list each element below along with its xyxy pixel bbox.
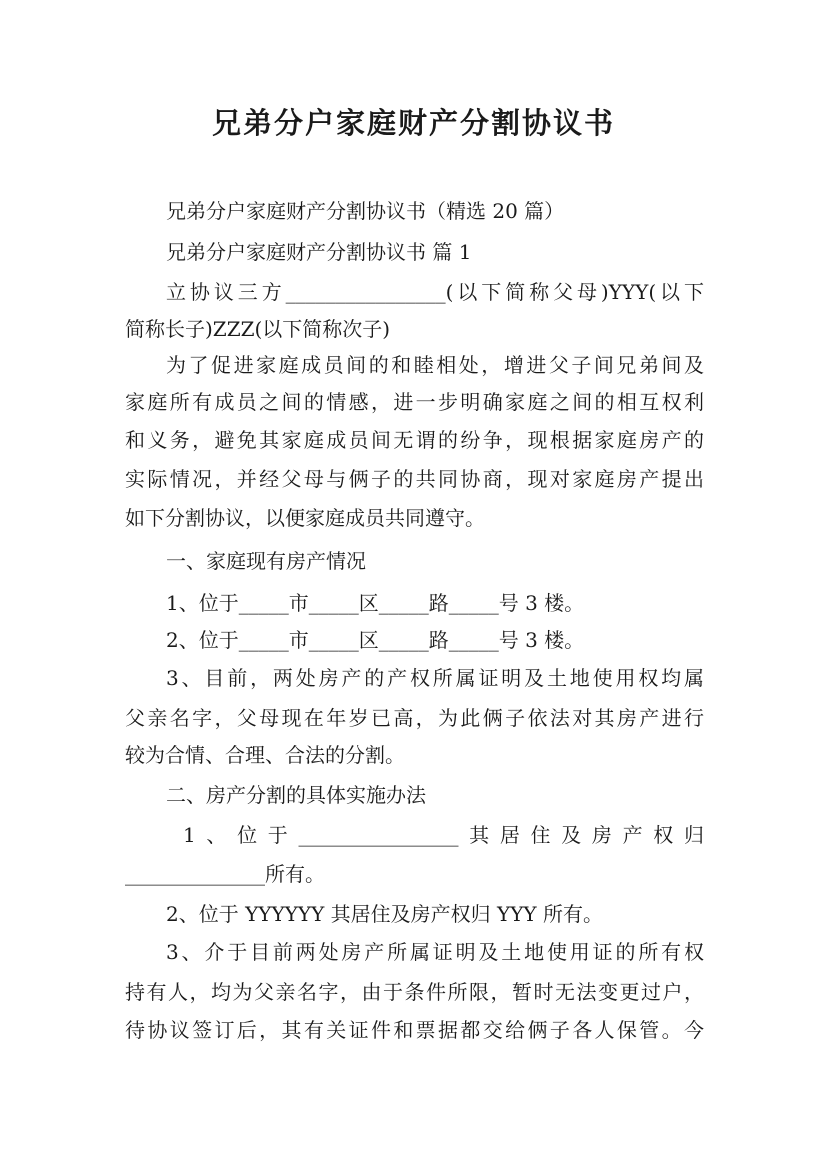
paragraph-line: 如下分割协议，以便家庭成员共同遵守。 [125, 506, 485, 530]
paragraph-line: 3、目前，两处房产的产权所属证明及土地使用权均属 [166, 666, 704, 690]
paragraph-line: 父亲名字，父母现在年岁已高，为此俩子依法对其房产进行 [125, 706, 704, 730]
section-heading: 一、家庭现有房产情况 [166, 549, 366, 573]
paragraph-line: 为了促进家庭成员间的和睦相处，增进父子间兄弟间及 [166, 353, 704, 377]
paragraph-line: 和义务，避免其家庭成员间无谓的纷争，现根据家庭房产的 [125, 428, 704, 452]
section-heading: 兄弟分户家庭财产分割协议书 篇 1 [166, 240, 472, 264]
document-title: 兄弟分户家庭财产分割协议书 [211, 106, 615, 140]
paragraph-line: 3、介于目前两处房产所属证明及土地使用证的所有权 [166, 940, 704, 964]
paragraph-line: 立协议三方________________(以下简称父母)YYY(以下 [166, 280, 704, 304]
section-heading: 二、房产分割的具体实施办法 [166, 783, 426, 807]
paragraph-line: 较为合情、合理、合法的分割。 [125, 743, 405, 767]
paragraph-line: 1、位于________________其居住及房产权归 [183, 823, 704, 847]
list-item: 1、位于_____市_____区_____路_____号 3 楼。 [166, 591, 585, 615]
paragraph-line: 家庭所有成员之间的情感，进一步明确家庭之间的相互权利 [125, 390, 704, 414]
paragraph-line: 待协议签订后，其有关证件和票据都交给俩子各人保管。今 [125, 1018, 704, 1042]
list-item: 2、位于_____市_____区_____路_____号 3 楼。 [166, 628, 585, 652]
paragraph-line: 实际情况，并经父母与俩子的共同协商，现对家庭房产提出 [125, 467, 704, 491]
paragraph-line: 持有人，均为父亲名字，由于条件所限，暂时无法变更过户， [125, 980, 704, 1004]
paragraph-line: ______________所有。 [125, 862, 325, 886]
subtitle-line: 兄弟分户家庭财产分割协议书（精选 20 篇） [166, 199, 565, 223]
list-item: 2、位于 YYYYYY 其居住及房产权归 YYY 所有。 [166, 902, 603, 926]
paragraph-line: 简称长子)ZZZ(以下简称次子) [125, 317, 391, 341]
